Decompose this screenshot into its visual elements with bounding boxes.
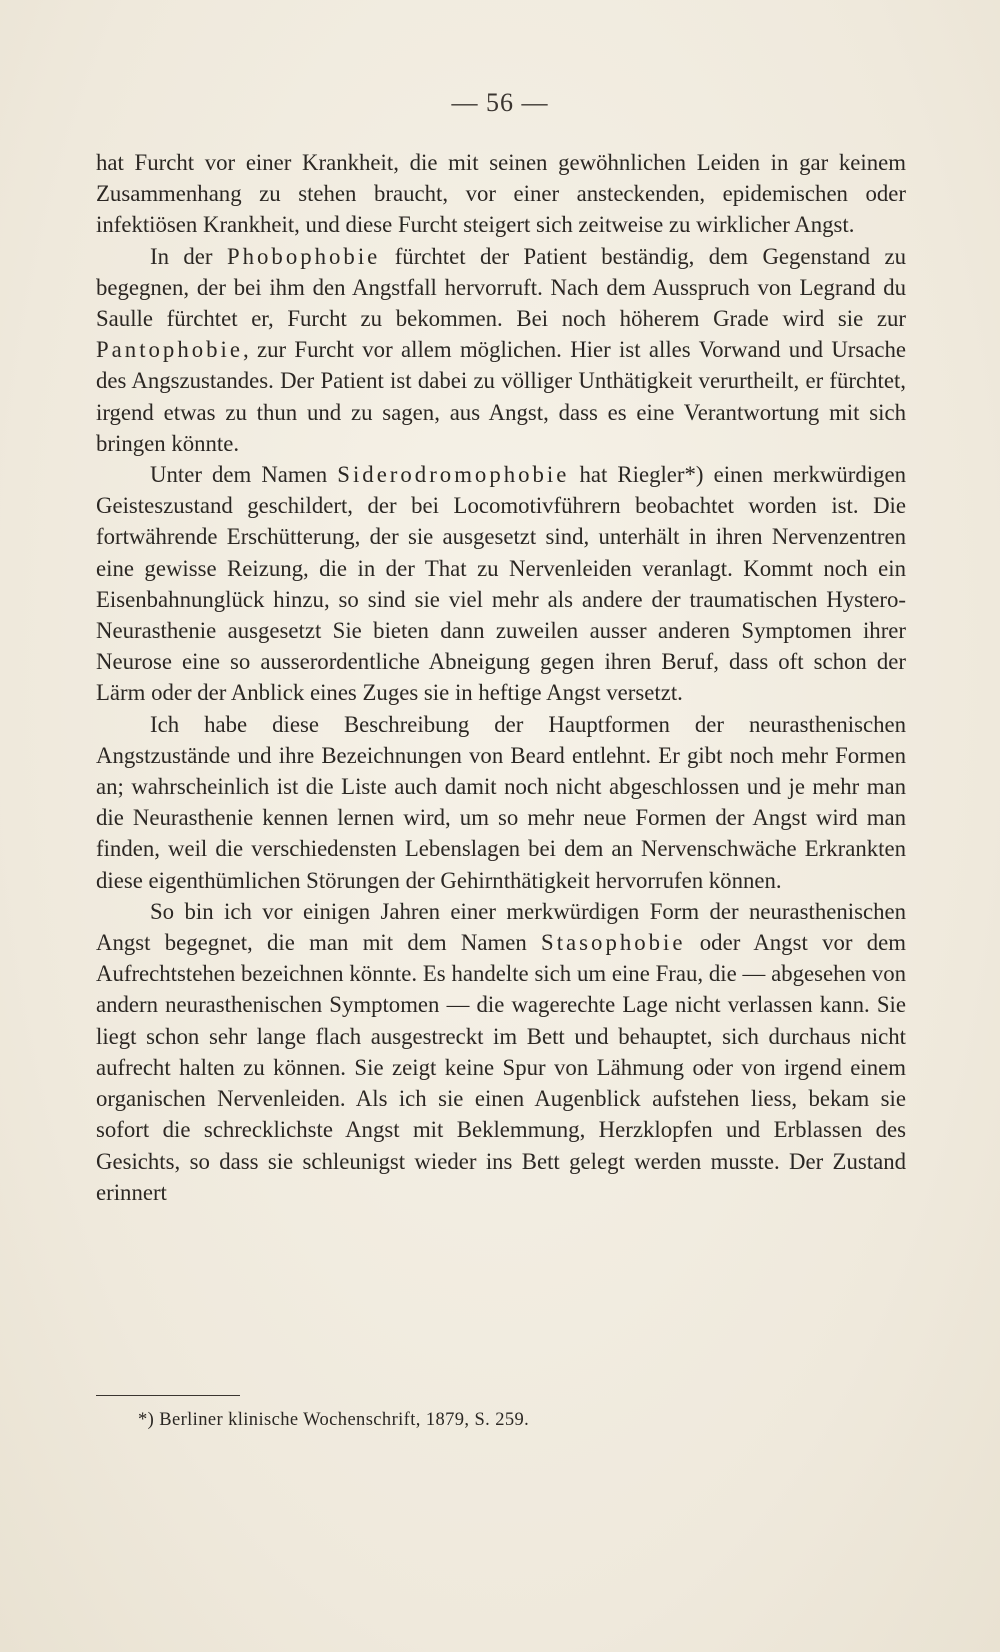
paragraph-2-part-c: , zur Furcht vor allem möglichen. Hier ist alles Vorwand und Ursache des Angszustandes. Der Patient ist dabei zu völliger Unthätigkeit verurtheilt, er fürchtet, irgend etwas zu thun und zu sagen, aus Angst, dass es eine Verantwortung mit sich bringen könnte. — [96, 337, 906, 456]
term-stasophobie: Stasophobie — [541, 930, 686, 956]
paragraph-5-part-b: oder Angst vor dem Aufrechtstehen bezeichnen könnte. Es handelte sich um eine Frau, die — abgesehen von andern neurasthenischen Symptomen — die wagerechte Lage nicht verlassen kann. Sie liegt schon sehr lange flach ausgestreckt im Bett und behauptet, sich durchaus nicht aufrecht halten zu können. Sie zeigt keine Spur von Lähmung oder von irgend einem organischen Nervenleiden. Als ich sie einen Augenblick aufstehen liess, bekam sie sofort die schrecklichste Angst mit Beklemmung, Herzklopfen und Erblassen des Gesichts, so dass sie schleunigst wieder ins Bett gelegt werden musste. Der Zustand erinnert — [96, 930, 907, 1205]
term-pantophobie: Pantophobie — [96, 337, 243, 363]
paragraph-1 — [96, 147, 906, 241]
term-phobophobie: Phobophobie — [226, 243, 381, 269]
paragraph-5-part-a: So bin ich vor einigen Jahren einer merkwürdigen Form der neurasthenischen Angst begegnet, die man mit dem Namen — [96, 898, 906, 956]
paragraph-4 — [96, 709, 906, 896]
paragraph-2 — [96, 241, 906, 459]
paragraph-3-part-a: Unter dem Namen — [150, 462, 338, 488]
term-siderodromophobie: Siderodromophobie — [337, 462, 570, 488]
paragraph-2-part-b: fürchtet der Patient beständig, dem Gegenstand zu begegnen, der bei ihm den Angstfall hervorruft. Nach dem Ausspruch von Legrand du Saulle fürchtet er, Furcht zu bekommen. Bei noch höherem Grade wird sie zur — [96, 243, 907, 332]
paragraph-2-part-a: In der — [150, 243, 227, 269]
paragraph-5 — [96, 896, 906, 1208]
paragraph-3-part-b: hat Riegler*) einen merkwürdigen Geisteszustand geschildert, der bei Locomotivführern beobachtet worden ist. Die fortwährende Erschütterung, der sie ausgesetzt sind, unterhält in ihren Nervenzentren eine gewisse Reizung, die in der That zu Nervenleiden veranlagt. Kommt noch ein Eisenbahnunglück hinzu, so sind sie viel mehr als andere der traumatischen Hystero-Neurasthenie ausgesetzt Sie bieten dann zuweilen ausser anderen Symptomen ihrer Neurose eine so ausserordentliche Abneigung gegen ihren Beruf, dass oft schon der Lärm oder der Anblick eines Zuges sie in heftige Angst versetzt. — [96, 462, 907, 706]
page-number: — 56 — — [451, 88, 549, 117]
paragraph-3 — [96, 459, 906, 709]
body-text — [96, 147, 906, 1208]
footnote-divider — [96, 1395, 240, 1396]
paragraph-1-text: hat Furcht vor einer Krankheit, die mit seinen gewöhnlichen Leiden in gar keinem Zusammenhang zu stehen braucht, vor einer ansteckenden, epidemischen oder infektiösen Krankheit, und diese Furcht steigert sich zeitweise zu wirklicher Angst. — [96, 150, 906, 238]
footnote: *) Berliner klinische Wochenschrift, 1879, S. 259. — [138, 1410, 530, 1430]
paragraph-4-text: Ich habe diese Beschreibung der Hauptformen der neurasthenischen Angstzustände und ihre Bezeichnungen von Beard entlehnt. Er gibt noch mehr Formen an; wahrscheinlich ist die Liste auch damit noch nicht abgeschlossen und je mehr man die Neurasthenie kennen lernen wird, um so mehr neue Formen der Angst wird man finden, weil die verschiedensten Lebenslagen bei dem an Nervenschwäche Erkrankten diese eigenthümlichen Störungen der Gehirnthätigkeit hervorrufen können. — [96, 711, 906, 893]
